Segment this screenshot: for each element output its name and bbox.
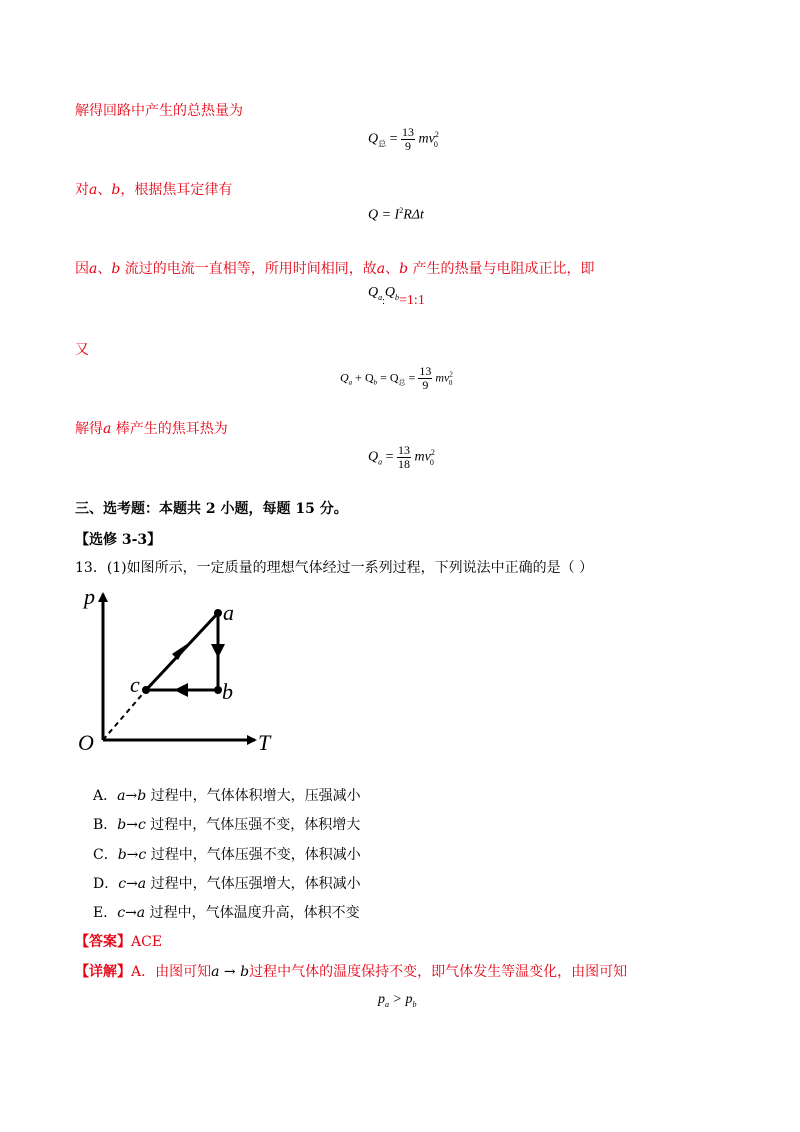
label-a: a bbox=[223, 600, 234, 625]
equation-pressure: $p_a > p_b$ bbox=[378, 992, 417, 1009]
arrow-bc bbox=[174, 683, 188, 697]
label-c: c bbox=[130, 672, 140, 697]
equation-ratio: $Q_{a:}Q_b=1:1$ bbox=[368, 285, 425, 308]
pt-diagram bbox=[70, 580, 290, 760]
text-line-joule-law: 对a、b，根据焦耳定律有 bbox=[75, 182, 233, 198]
arrow-ab bbox=[211, 644, 225, 658]
label-T: T bbox=[258, 730, 271, 755]
point-b bbox=[214, 686, 222, 694]
label-b: b bbox=[222, 679, 233, 704]
equation-joule-law: $Q = I^2R\Delta t$ bbox=[368, 206, 424, 223]
detail-line: 【详解】A．由图可知a → b过程中气体的温度保持不变，即气体发生等温变化，由图可知 bbox=[75, 964, 628, 980]
question-text: 13．(1)如图所示，一定质量的理想气体经过一系列过程，下列说法中正确的是（ ） bbox=[75, 560, 594, 576]
text-line-again: 又 bbox=[75, 342, 89, 358]
equation-total-heat: $Q_总$ = $\frac{13}{9}$ $mv^2_0$ bbox=[368, 125, 439, 153]
option-a[interactable]: A．a→b 过程中，气体体积增大，压强减小 bbox=[93, 788, 361, 804]
equation-sum: $Q_a + Q_b = Q_总$ = $\frac{13}{9}$ $mv^2_0$ bbox=[340, 364, 453, 392]
answer-line: 【答案】ACE bbox=[75, 934, 163, 950]
label-O: O bbox=[78, 730, 94, 755]
option-c[interactable]: C．b→c 过程中，气体压强不变，体积减小 bbox=[93, 847, 361, 863]
point-a bbox=[214, 609, 222, 617]
option-d[interactable]: D．c→a 过程中，气体压强增大，体积减小 bbox=[93, 876, 361, 892]
section-tag: 【选修 3-3】 bbox=[75, 532, 162, 548]
label-p: p bbox=[84, 584, 95, 609]
dashed-extension bbox=[103, 690, 146, 740]
text-line-proportion: 因a、b 流过的电流一直相等，所用时间相同，故a、b 产生的热量与电阻成正比，即 bbox=[75, 261, 595, 277]
text-line-a-heat: 解得a 棒产生的焦耳热为 bbox=[75, 421, 228, 437]
option-b[interactable]: B．b→c 过程中，气体压强不变，体积增大 bbox=[93, 817, 361, 833]
section-title: 三、选考题：本题共 2 小题，每题 15 分。 bbox=[75, 501, 348, 517]
point-c bbox=[142, 686, 150, 694]
text-line-total-heat: 解得回路中产生的总热量为 bbox=[75, 103, 243, 119]
option-e[interactable]: E．c→a 过程中，气体温度升高，体积不变 bbox=[93, 905, 360, 921]
equation-a-heat: $Q_a$ = $\frac{13}{18}$ $mv^2_0$ bbox=[368, 443, 435, 471]
